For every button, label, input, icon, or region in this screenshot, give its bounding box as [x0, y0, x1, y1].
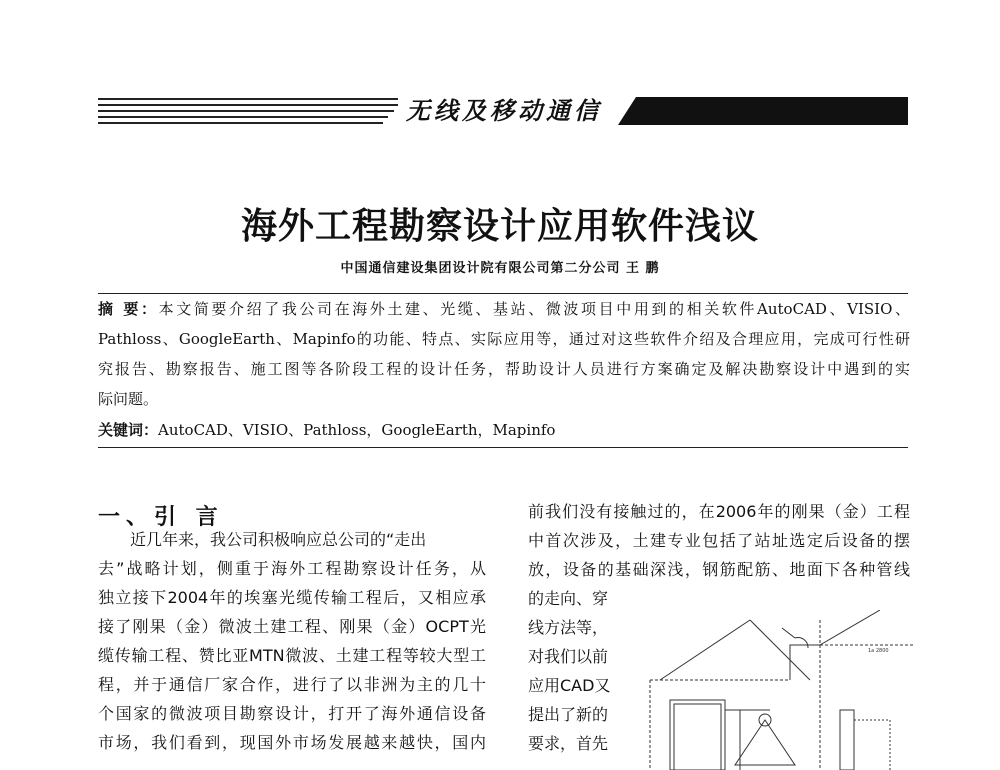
body-line: 线方法等， [528, 618, 609, 637]
abstract-line: 究报告、勘察报告、施工图等各阶段工程的设计任务，帮助设计人员进行方案确定及解决勘察设计中遇到的实 [98, 360, 910, 378]
abstract-line: 际问题。 [98, 390, 159, 408]
body-column-left [98, 525, 486, 757]
abstract-label: 摘 要： [98, 300, 159, 318]
body-line: 应用CAD又 [528, 676, 611, 695]
body-line: 近几年来，我公司积极响应总公司的“走出 [130, 530, 427, 549]
floor-plan-figure [640, 610, 915, 770]
keywords-label: 关键词： [98, 421, 159, 439]
banner-decorative-lines [98, 95, 398, 127]
body-line: 中首次涉及，土建专业包括了站址选定后设备的摆 [528, 531, 910, 550]
body-column-right [528, 497, 910, 584]
bottom-rule [98, 447, 908, 448]
article-author: 中国通信建设集团设计院有限公司第二分公司 王 鹏 [340, 261, 660, 276]
body-line: 提出了新的 [528, 705, 609, 724]
body-line: 放，设备的基础深浅，钢筋配筋、地面下各种管线 [528, 560, 910, 579]
body-line: 接了刚果（金）微波土建工程、刚果（金）OCPT光 [98, 617, 486, 636]
body-line: 个国家的微波项目勘察设计，打开了海外通信设备 [98, 704, 486, 723]
body-line: 独立接下2004年的埃塞光缆传输工程后，又相应承 [98, 588, 486, 607]
keywords [98, 419, 555, 440]
abstract-line: Pathloss、GoogleEarth、Mapinfo的功能、特点、实际应用等，通过对这些软件介绍及合理应用，完成可行性研 [98, 330, 910, 348]
abstract-line: 本文简要介绍了我公司在海外土建、光缆、基站、微波项目中用到的相关软件AutoCAD、VISIO、 [158, 300, 910, 318]
body-line: 程，并于通信厂家合作，进行了以非洲为主的几十 [98, 675, 486, 694]
body-line: 的走向、穿 [528, 589, 609, 608]
body-line: 要求，首先 [528, 734, 609, 753]
body-line: 缆传输工程、赞比亚MTN微波、土建工程等较大型工 [98, 646, 486, 665]
section-banner [98, 95, 908, 127]
body-line: 去”战略计划，侧重于海外工程勘察设计任务，从 [98, 559, 486, 578]
section-heading: 一、引 言 [98, 505, 224, 530]
body-line: 市场，我们看到，现国外市场发展越来越快，国内 [98, 733, 486, 752]
keywords-text: AutoCAD、VISIO、Pathloss，GoogleEarth，Mapinfo [158, 421, 556, 439]
body-line: 对我们以前 [528, 647, 609, 666]
body-line: 前我们没有接触过的，在2006年的刚果（金）工程 [528, 502, 910, 521]
article-title: 海外工程勘察设计应用软件浅议 [240, 206, 759, 247]
section-label: 无线及移动通信 [406, 97, 602, 125]
banner-triangle-icon [618, 97, 908, 125]
figure-dimension-label: 1a 2800 [868, 648, 889, 654]
body-column-right-narrow [528, 584, 628, 758]
abstract [98, 294, 910, 414]
